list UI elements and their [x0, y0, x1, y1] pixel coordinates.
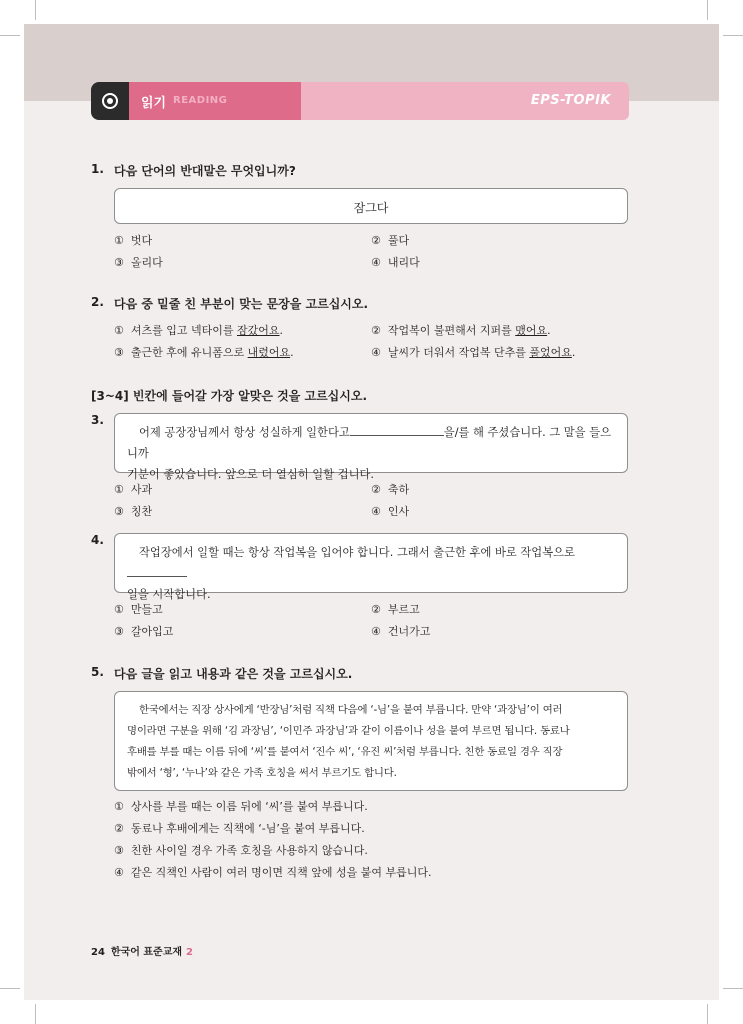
option-3[interactable]: ③ 친한 사이일 경우 가족 호칭을 사용하지 않습니다. — [114, 844, 368, 857]
question-number: 3. — [91, 413, 104, 427]
option-4[interactable]: ④ 건너가고 — [371, 625, 431, 638]
option-1[interactable]: ① 셔츠를 입고 넥타이를 잠갔어요. — [114, 324, 284, 337]
question-number: 2. — [91, 295, 104, 309]
option-3[interactable]: ③ 올리다 — [114, 256, 163, 269]
option-4[interactable]: ④ 같은 직책인 사람이 여러 명이면 직책 앞에 성을 붙여 부릅니다. — [114, 866, 432, 879]
option-3[interactable]: ③ 칭찬 — [114, 505, 153, 518]
passage-box: 어제 공장장님께서 항상 성실하게 일한다고 을/를 해 주셨습니다. 그 말을 들으니까 기분이 좋았습니다. 앞으로 더 열심히 일할 겁니다. — [114, 413, 628, 473]
page-number: 24 — [91, 947, 105, 958]
crop-mark — [0, 988, 20, 989]
option-1[interactable]: ① 상사를 부를 때는 이름 뒤에 ‘씨’를 붙여 부릅니다. — [114, 800, 368, 813]
answer-blank — [350, 424, 444, 436]
question-number: 5. — [91, 665, 104, 679]
option-3[interactable]: ③ 출근한 후에 유니폼으로 내렸어요. — [114, 346, 294, 359]
option-1[interactable]: ① 벗다 — [114, 234, 153, 247]
crop-mark — [723, 35, 743, 36]
underlined-part: 맸어요 — [515, 324, 548, 337]
page — [24, 24, 719, 1000]
underlined-part: 내렸어요 — [247, 346, 291, 359]
target-word: 잠그다 — [353, 201, 389, 215]
speech-bubble-icon — [91, 82, 129, 120]
question-number: 1. — [91, 162, 104, 176]
option-3[interactable]: ③ 갈아입고 — [114, 625, 174, 638]
volume-number: 2 — [186, 947, 193, 958]
crop-mark — [35, 1004, 36, 1024]
underlined-part: 잠갔어요 — [237, 324, 280, 337]
question-number: 4. — [91, 533, 104, 547]
passage-box: 작업장에서 일할 때는 항상 작업복을 입어야 합니다. 그래서 출근한 후에 바로 작업복으로 일을 시작합니다. — [114, 533, 628, 593]
section-title: 읽기 — [141, 96, 167, 111]
passage-box: 한국에서는 직장 상사에게 ‘반장님’처럼 직책 다음에 ‘-님’을 붙여 부릅니다. 만약 ‘과장님’이 여러 명이라면 구분을 위해 ‘김 과장님’, ‘이민주 과장님’과 같이 이름이나 성을 붙여 부르면 됩니다. 동료나 후배를 부를 때는 이름 뒤에 ‘씨’를 붙여서 ‘진수 씨’, ‘유진 씨’처럼 부릅니다. 친한 동료일 경우 직장 밖에서 ‘형’, ‘누나’와 같은 가족 호칭을 써서 부르기도 합니다. — [114, 691, 628, 791]
crop-mark — [723, 988, 743, 989]
option-2[interactable]: ② 동료나 후배에게는 직책에 ‘-님’을 붙여 부릅니다. — [114, 822, 365, 835]
option-1[interactable]: ① 만들고 — [114, 603, 163, 616]
section-header — [91, 82, 629, 120]
option-2[interactable]: ② 작업복이 불편해서 지퍼를 맸어요. — [371, 324, 551, 337]
crop-mark — [35, 0, 36, 20]
section-subtitle: READING — [173, 95, 228, 106]
option-4[interactable]: ④ 인사 — [371, 505, 410, 518]
option-2[interactable]: ② 풀다 — [371, 234, 410, 247]
page-footer — [91, 943, 193, 958]
crop-mark — [707, 0, 708, 20]
question-text: 다음 중 밑줄 친 부분이 맞는 문장을 고르십시오. — [114, 297, 369, 311]
crop-mark — [707, 1004, 708, 1024]
brand-label: EPS-TOPIK — [530, 93, 611, 108]
option-4[interactable]: ④ 내리다 — [371, 256, 420, 269]
question-text: 다음 글을 읽고 내용과 같은 것을 고르십시오. — [114, 667, 353, 681]
option-4[interactable]: ④ 날씨가 더워서 작업복 단추를 풀었어요. — [371, 346, 576, 359]
answer-blank — [127, 565, 187, 577]
option-1[interactable]: ① 사과 — [114, 483, 153, 496]
option-2[interactable]: ② 부르고 — [371, 603, 420, 616]
word-box — [114, 188, 628, 224]
book-title: 한국어 표준교재 — [110, 947, 183, 958]
range-instruction: [3~4] 빈칸에 들어갈 가장 알맞은 것을 고르십시오. — [91, 389, 368, 403]
underlined-part: 풀었어요 — [529, 346, 572, 359]
header-accent-light — [301, 82, 629, 120]
crop-mark — [0, 35, 20, 36]
option-2[interactable]: ② 축하 — [371, 483, 410, 496]
question-text: 다음 단어의 반대말은 무엇입니까? — [114, 164, 296, 178]
